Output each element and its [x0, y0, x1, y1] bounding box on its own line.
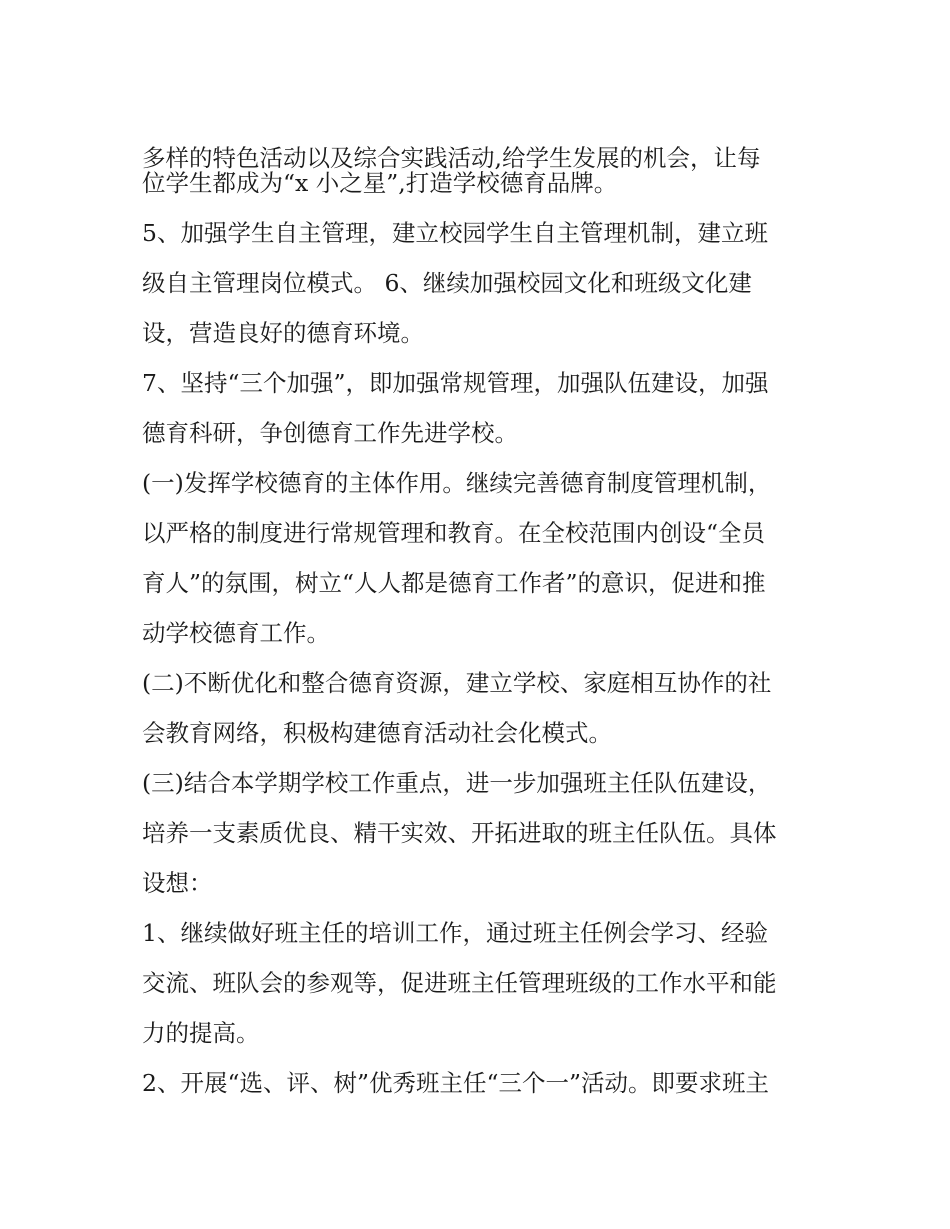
text-line: 设想： [142, 869, 213, 897]
text-line: 育人”的氛围，树立“人人都是德育工作者”的意识，促进和推 [142, 569, 766, 597]
text-line: 2、开展“选、评、树”优秀班主任“三个一”活动。即要求班主 [142, 1069, 770, 1097]
text-line: 德育科研，争创德育工作先进学校。 [142, 419, 518, 447]
text-line: (二)不断优化和整合德育资源，建立学校、家庭相互协作的社 [142, 669, 772, 697]
text-line: 设，营造良好的德育环境。 [142, 319, 424, 347]
text-line: 动学校德育工作。 [142, 619, 330, 647]
text-line: 多样的特色活动以及综合实践活动,给学生发展的机会，让每 [142, 144, 761, 172]
text-line: 会教育网络，积极构建德育活动社会化模式。 [142, 719, 612, 747]
text-line: 位学生都成为“x 小之星”,打造学校德育品牌。 [142, 169, 618, 197]
text-line: 级自主管理岗位模式。 6、继续加强校园文化和班级文化建 [142, 269, 752, 297]
text-line: 交流、班队会的参观等，促进班主任管理班级的工作水平和能 [142, 969, 777, 997]
text-line: 7、坚持“三个加强”，即加强常规管理，加强队伍建设，加强 [142, 369, 769, 397]
text-line: (一)发挥学校德育的主体作用。继续完善德育制度管理机制， [142, 469, 772, 497]
text-line: 以严格的制度进行常规管理和教育。在全校范围内创设“全员 [142, 519, 766, 547]
text-line: 1、继续做好班主任的培训工作，通过班主任例会学习、经验 [142, 919, 768, 947]
text-line: 力的提高。 [142, 1019, 260, 1047]
text-line: 5、加强学生自主管理，建立校园学生自主管理机制，建立班 [142, 219, 768, 247]
text-line: 培养一支素质优良、精干实效、开拓进取的班主任队伍。具体 [142, 819, 777, 847]
text-line: (三)结合本学期学校工作重点，进一步加强班主任队伍建设， [142, 769, 772, 797]
